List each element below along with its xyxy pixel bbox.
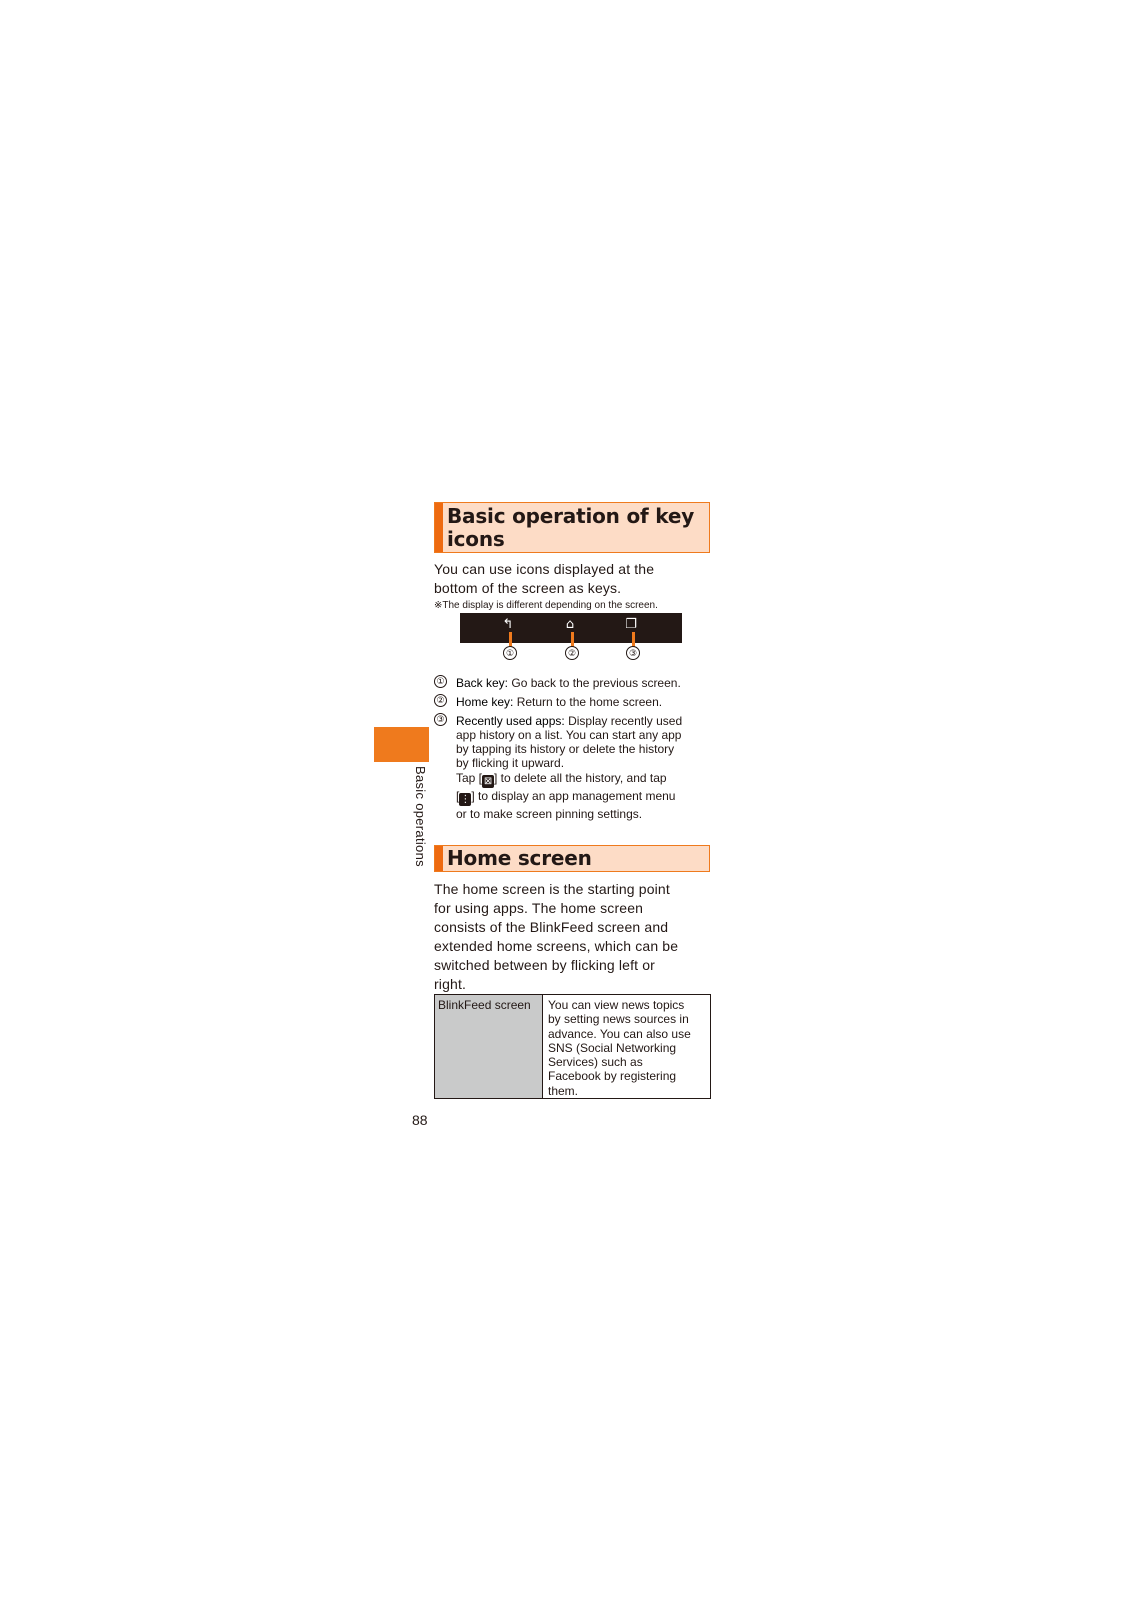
- callout-line: [571, 632, 574, 647]
- intro-line: bottom of the screen as keys.: [434, 580, 622, 596]
- table-line: advance. You can also use: [548, 1026, 691, 1041]
- body-line: extended home screens, which can be: [434, 938, 679, 954]
- callout-number: ①: [503, 646, 517, 660]
- callout-line: [509, 632, 512, 647]
- list-item-home-key: [456, 695, 662, 709]
- heading-title-line1: Basic operation of key: [447, 504, 695, 528]
- body-line: right.: [434, 976, 467, 992]
- heading-title: [447, 505, 703, 551]
- item-line: by flicking it upward.: [456, 756, 565, 770]
- callout-number: ③: [626, 646, 640, 660]
- table-line: SNS (Social Networking: [548, 1040, 677, 1055]
- blinkfeed-table: [434, 994, 711, 1099]
- heading-title: Home screen: [447, 846, 592, 870]
- intro-text: [434, 560, 654, 598]
- key-label: Home key:: [456, 695, 514, 709]
- heading-accent-bar: [435, 846, 443, 871]
- display-note: ※The display is different depending on the screen.: [434, 600, 658, 611]
- body-line: consists of the BlinkFeed screen and: [434, 919, 669, 935]
- list-number: ①: [434, 675, 447, 688]
- table-line: by setting news sources in: [548, 1012, 689, 1027]
- table-label-cell: BlinkFeed screen: [435, 995, 543, 1098]
- recent-apps-icon: ❐: [625, 617, 637, 632]
- chapter-tab: [374, 727, 429, 762]
- list-item-recent-apps: [456, 714, 712, 823]
- section-heading-home-screen: [434, 845, 710, 872]
- home-screen-description: [434, 880, 678, 994]
- table-line: Facebook by registering: [548, 1069, 677, 1084]
- key-description: Return to the home screen.: [513, 695, 663, 709]
- list-number: ②: [434, 694, 447, 707]
- tap-text: ] to delete all the history, and tap: [494, 771, 667, 785]
- callout-number: ②: [565, 646, 579, 660]
- callout-line: [632, 632, 635, 647]
- table-description-cell: [543, 995, 710, 1098]
- page-number: 88: [412, 1112, 428, 1128]
- key-description: Display recently used: [564, 714, 683, 728]
- back-arrow-icon: ↰: [502, 617, 514, 632]
- key-description: Go back to the previous screen.: [508, 676, 681, 690]
- heading-accent-bar: [435, 503, 443, 552]
- body-line: The home screen is the starting point: [434, 881, 670, 897]
- chapter-label: Basic operations: [413, 766, 428, 867]
- intro-line: You can use icons displayed at the: [434, 561, 655, 577]
- key-label: Recently used apps:: [456, 714, 565, 728]
- tap-text: ] to display an app management menu: [471, 789, 676, 803]
- list-item-back-key: [456, 676, 681, 690]
- table-line: them.: [548, 1083, 579, 1098]
- heading-title-line2: icons: [447, 527, 505, 551]
- tap-text: or to make screen pinning settings.: [456, 807, 643, 821]
- tap-text: Tap [: [456, 771, 483, 785]
- item-line: app history on a list. You can start any app: [456, 728, 682, 742]
- more-menu-icon: ⋮: [460, 794, 471, 805]
- tap-text: [: [456, 789, 460, 803]
- body-line: switched between by flicking left or: [434, 957, 655, 973]
- home-icon: ⌂: [565, 617, 575, 632]
- section-heading-key-icons: [434, 502, 710, 553]
- clear-all-icon: ⊠: [483, 776, 493, 787]
- table-line: Services) such as: [548, 1055, 643, 1070]
- key-label: Back key:: [456, 676, 509, 690]
- table-line: You can view news topics: [548, 998, 685, 1012]
- item-line: by tapping its history or delete the history: [456, 742, 675, 756]
- list-number: ③: [434, 713, 447, 726]
- body-line: for using apps. The home screen: [434, 900, 644, 916]
